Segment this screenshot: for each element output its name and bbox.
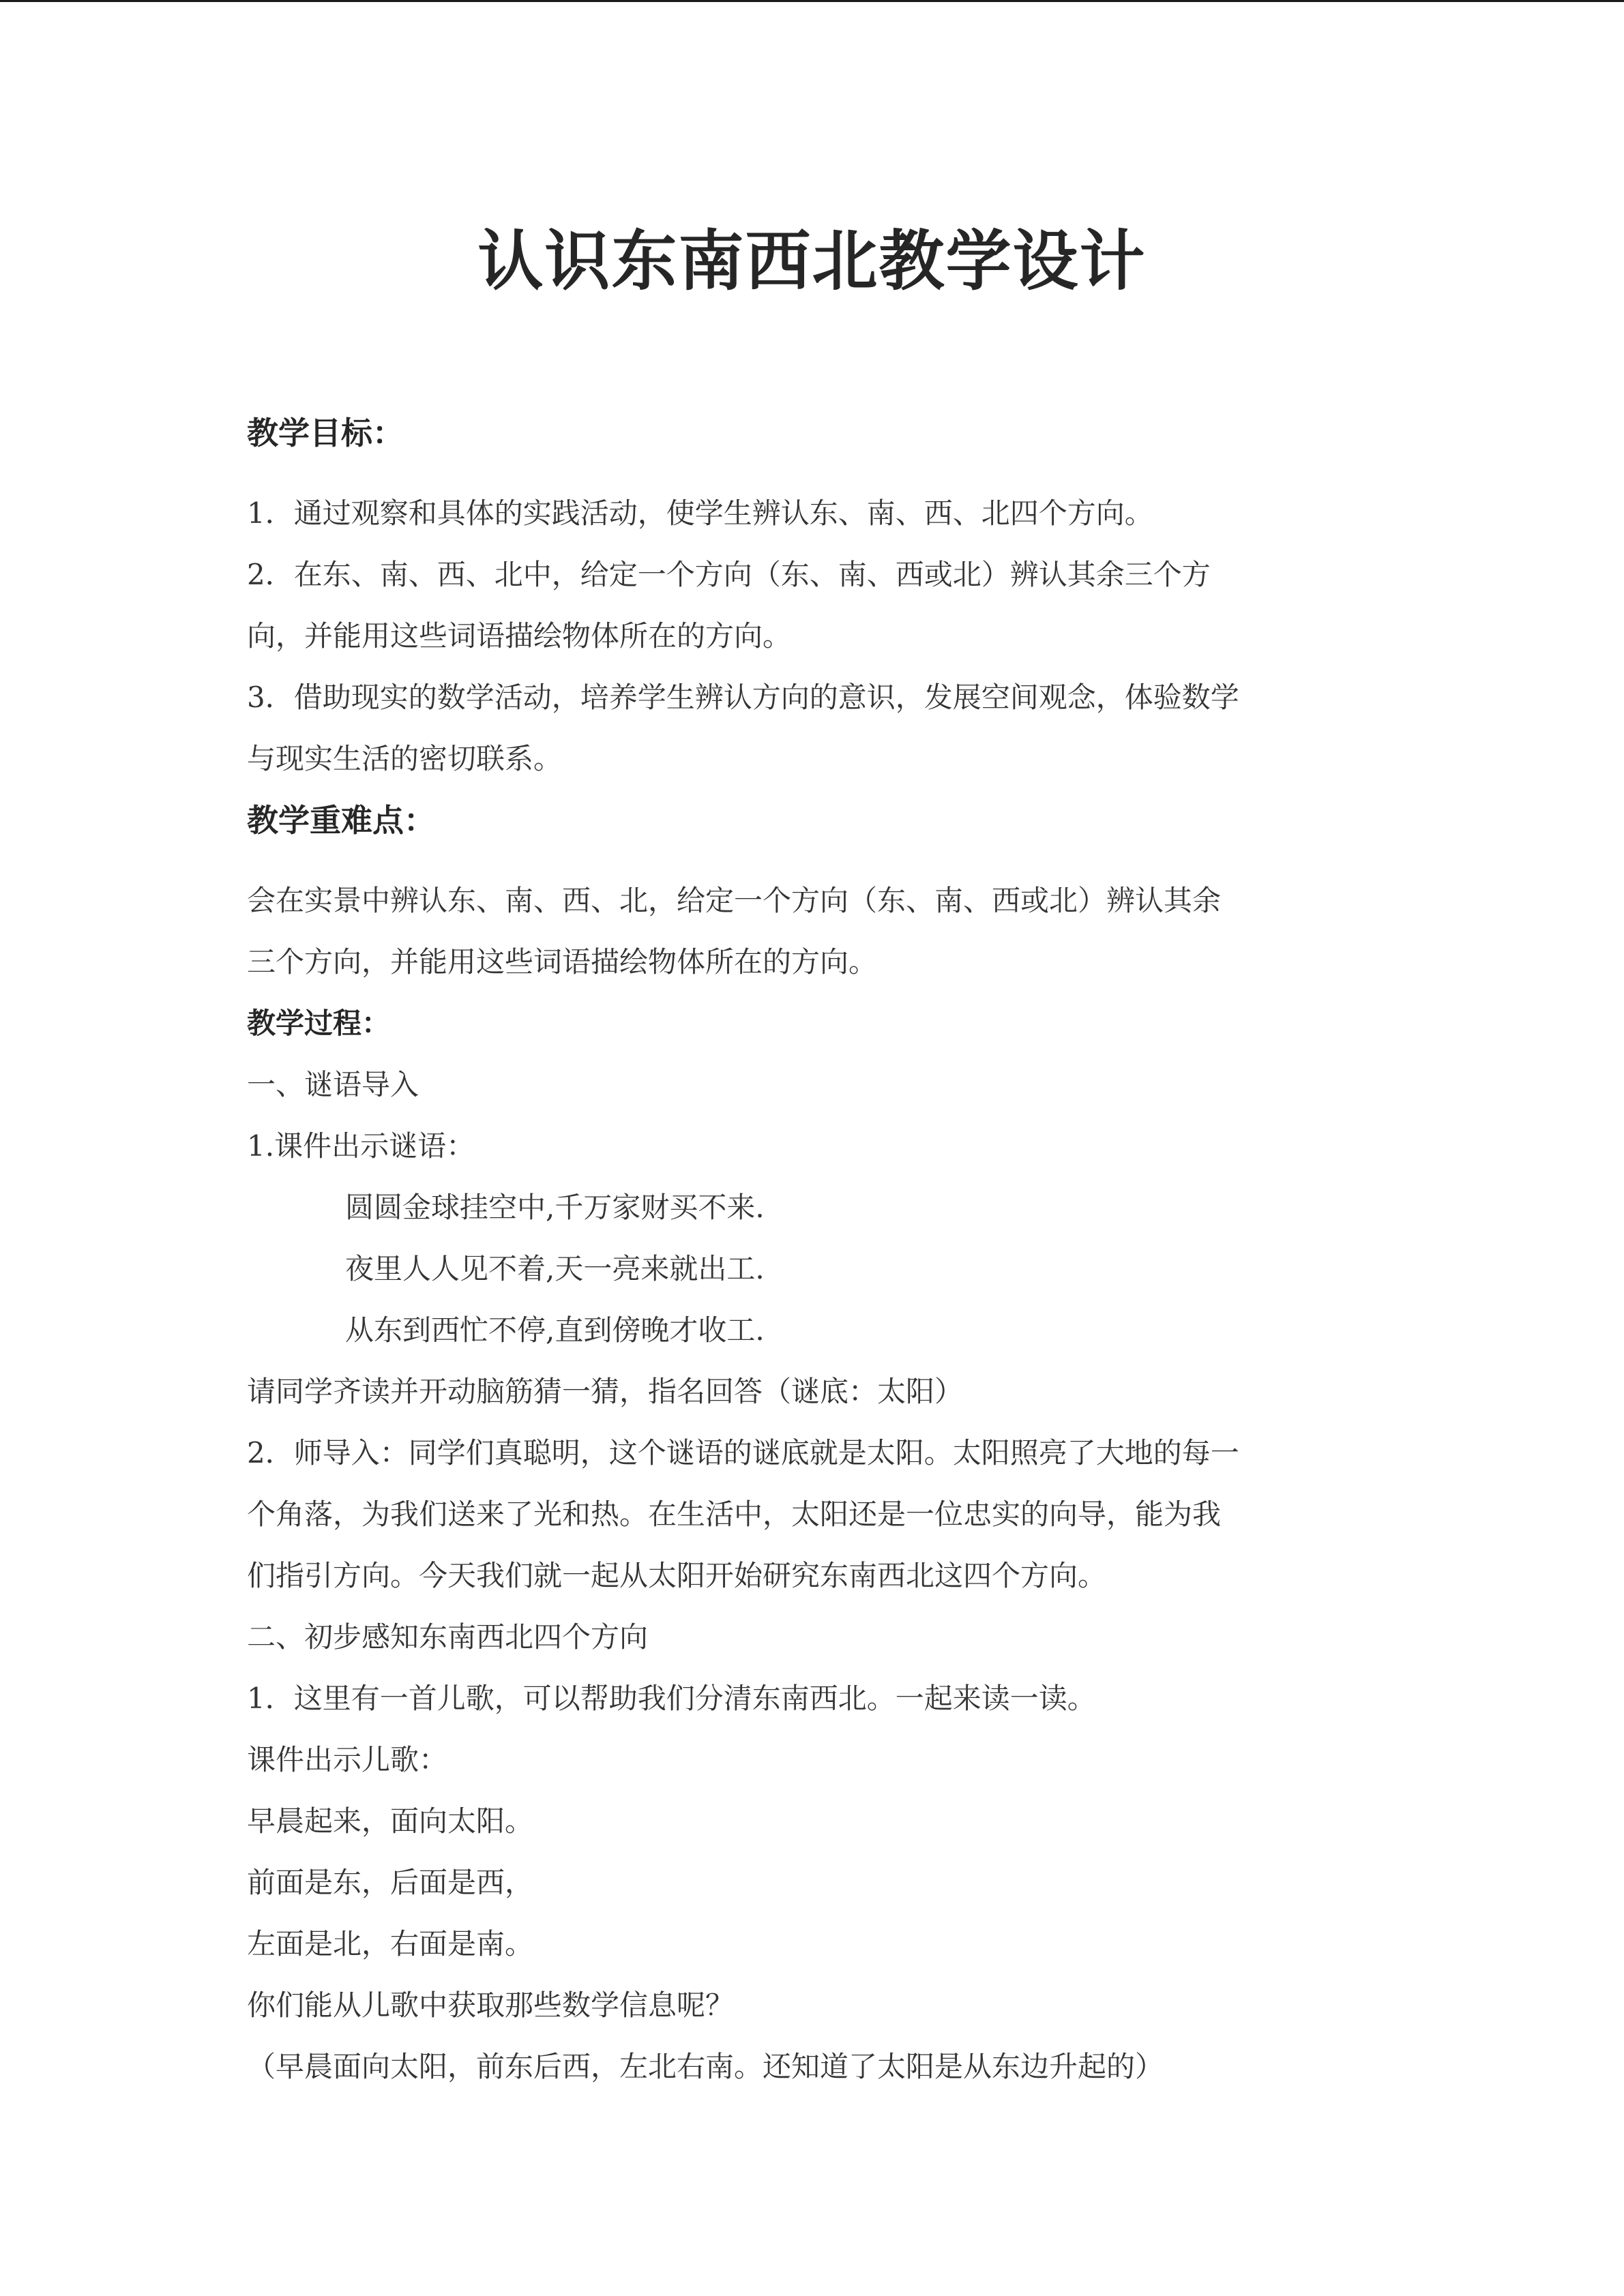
- key-points-line-1: 会在实景中辨认东、南、西、北，给定一个方向（东、南、西或北）辨认其余: [247, 884, 1222, 917]
- song-line-1: 早晨起来，面向太阳。: [247, 1804, 534, 1838]
- process-heading: 教学过程：: [247, 1007, 391, 1040]
- song-line-2: 前面是东，后面是西，: [247, 1866, 534, 1899]
- document-title: 认识东南西北教学设计: [477, 223, 1147, 299]
- step-1-2-line-1: 2．师导入：同学们真聪明，这个谜语的谜底就是太阳。太阳照亮了大地的每一: [247, 1436, 1239, 1470]
- answer-line: （早晨面向太阳，前东后西，左北右南。还知道了太阳是从东边升起的）: [247, 2050, 1164, 2083]
- song-line-3: 左面是北，右面是南。: [247, 1927, 534, 1960]
- section-2-heading: 二、初步感知东南西北四个方向: [247, 1620, 649, 1654]
- key-points-line-2: 三个方向，并能用这些词语描绘物体所在的方向。: [247, 945, 878, 979]
- step-1-2-line-2: 个角落，为我们送来了光和热。在生活中，太阳还是一位忠实的向导，能为我: [247, 1497, 1222, 1531]
- riddle-prompt: 请同学齐读并开动脑筋猜一猜，指名回答（谜底：太阳）: [247, 1375, 964, 1408]
- step-2-1: 1．这里有一首儿歌，可以帮助我们分清东南西北。一起来读一读。: [247, 1682, 1096, 1715]
- question-line: 你们能从儿歌中获取那些数学信息呢？: [247, 1988, 735, 2022]
- step-1-2-line-3: 们指引方向。今天我们就一起从太阳开始研究东南西北这四个方向。: [247, 1559, 1107, 1592]
- song-intro: 课件出示儿歌：: [247, 1743, 448, 1776]
- goals-heading: 教学目标：: [247, 415, 404, 451]
- riddle-line-1: 圆圆金球挂空中,千万家财买不来.: [345, 1191, 765, 1224]
- goal-item-2-line-1: 2．在东、南、西、北中，给定一个方向（东、南、西或北）辨认其余三个方: [247, 558, 1211, 591]
- goal-item-3-line-1: 3．借助现实的数学活动，培养学生辨认方向的意识，发展空间观念，体验数学: [247, 681, 1239, 714]
- goal-item-1: 1．通过观察和具体的实践活动，使学生辨认东、南、西、北四个方向。: [247, 496, 1153, 530]
- goal-item-3-line-2: 与现实生活的密切联系。: [247, 742, 563, 775]
- goal-item-2-line-2: 向，并能用这些词语描绘物体所在的方向。: [247, 619, 792, 653]
- section-1-heading: 一、谜语导入: [247, 1068, 419, 1101]
- document-body: [247, 402, 1386, 2098]
- step-1-1: 1.课件出示谜语：: [247, 1129, 475, 1163]
- riddle-line-2: 夜里人人见不着,天一亮来就出工.: [345, 1252, 765, 1285]
- key-points-heading: 教学重难点：: [247, 802, 435, 839]
- riddle-line-3: 从东到西忙不停,直到傍晚才收工.: [345, 1313, 765, 1347]
